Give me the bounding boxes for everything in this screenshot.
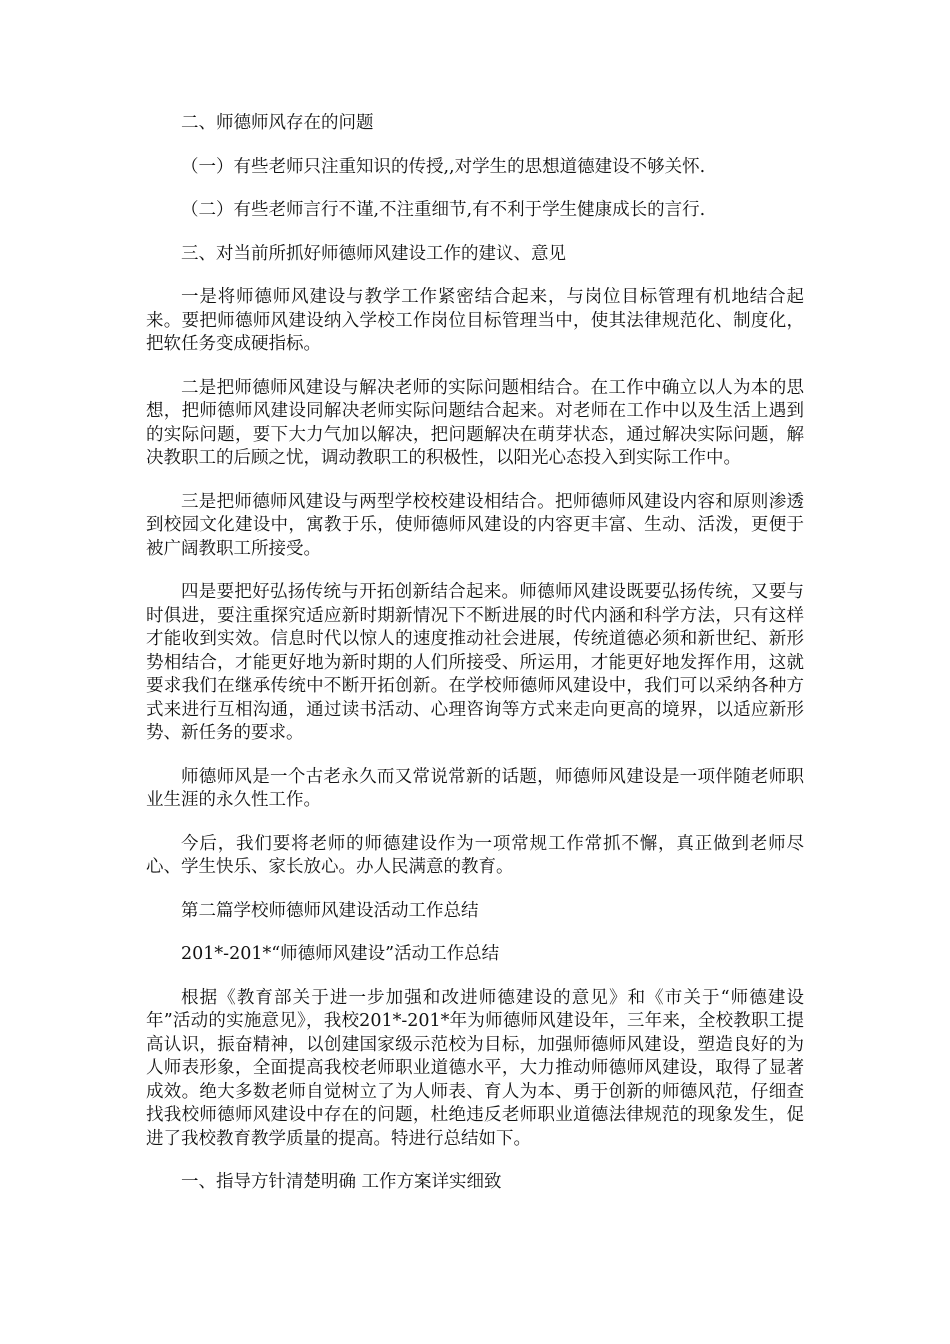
section-heading-guidance: 一、指导方针清楚明确 工作方案详实细致: [181, 1172, 502, 1192]
paragraph: 今后，我们要将老师的师德建设作为一项常规工作常抓不懈，真正做到老师尽心、学生快乐、家长放心。办人民满意的教育。: [146, 833, 804, 877]
paragraph: 四是要把好弘扬传统与开拓创新结合起来。师德师风建设既要弘扬传统，又要与时俱进，要注重探究适应新时期新情况下不断进展的时代内涵和科学方法，只有这样才能收到实效。信息时代以惊人的速度推动社会进展，传统道德必须和新世纪、新形势相结合，才能更好地为新时期的人们所接受、所运用，才能更好地发挥作用，这就要求我们在继承传统中不断开拓创新。在学校师德师风建设中，我们可以采纳各种方式来进行互相沟通，通过读书活动、心理咨询等方式来走向更高的境界，以适应新形势、新任务的要求。: [146, 582, 804, 743]
paragraph: （一）有些老师只注重知识的传授,,对学生的思想道德建设不够关怀.: [181, 156, 706, 177]
article-title: 第二篇学校师德师风建设活动工作总结: [181, 900, 479, 921]
article-subtitle: 201*-201*“师德师风建设”活动工作总结: [181, 944, 500, 964]
paragraph: 一是将师德师风建设与教学工作紧密结合起来，与岗位目标管理有机地结合起来。要把师德师风建设纳入学校工作岗位目标管理当中，使其法律规范化、制度化，把软任务变成硬指标。: [146, 287, 804, 354]
paragraph: 根据《教育部关于进一步加强和改进师德建设的意见》和《市关于“师德建设年”活动的实施意见》，我校201*-201*年为师德师风建设年，三年来，全校教职工提高认识，振奋精神，以创建国家级示范校为目标，加强师德师风建设，塑造良好的为人师表形象，全面提高我校老师职业道德水平，大力推动师德师风建设，取得了显著成效。绝大多数老师自觉树立了为人师表、育人为本、勇于创新的师德风范，仔细查找我校师德师风建设中存在的问题，杜绝违反老师职业道德法律规范的现象发生，促进了我校教育教学质量的提高。特进行总结如下。: [146, 987, 804, 1149]
section-heading-problems: 二、师德师风存在的问题: [181, 113, 374, 133]
section-heading-suggestions: 三、对当前所抓好师德师风建设工作的建议、意见: [181, 243, 566, 264]
paragraph: 师德师风是一个古老永久而又常说常新的话题，师德师风建设是一项伴随老师职业生涯的永久性工作。: [146, 766, 804, 810]
paragraph: 三是把师德师风建设与两型学校校建设相结合。把师德师风建设内容和原则渗透到校园文化建设中，寓教于乐，使师德师风建设的内容更丰富、生动、活泼，更便于被广阔教职工所接受。: [146, 491, 804, 559]
paragraph: 二是把师德师风建设与解决老师的实际问题相结合。在工作中确立以人为本的思想，把师德师风建设同解决老师实际问题结合起来。对老师在工作中以及生活上遇到的实际问题，要下大力气加以解决，把问题解决在萌芽状态，通过解决实际问题，解决教职工的后顾之忧，调动教职工的积极性，以阳光心态投入到实际工作中。: [146, 377, 804, 468]
document-body: [146, 112, 804, 1215]
paragraph: （二）有些老师言行不谨,不注重细节,有不利于学生健康成长的言行.: [181, 200, 706, 220]
